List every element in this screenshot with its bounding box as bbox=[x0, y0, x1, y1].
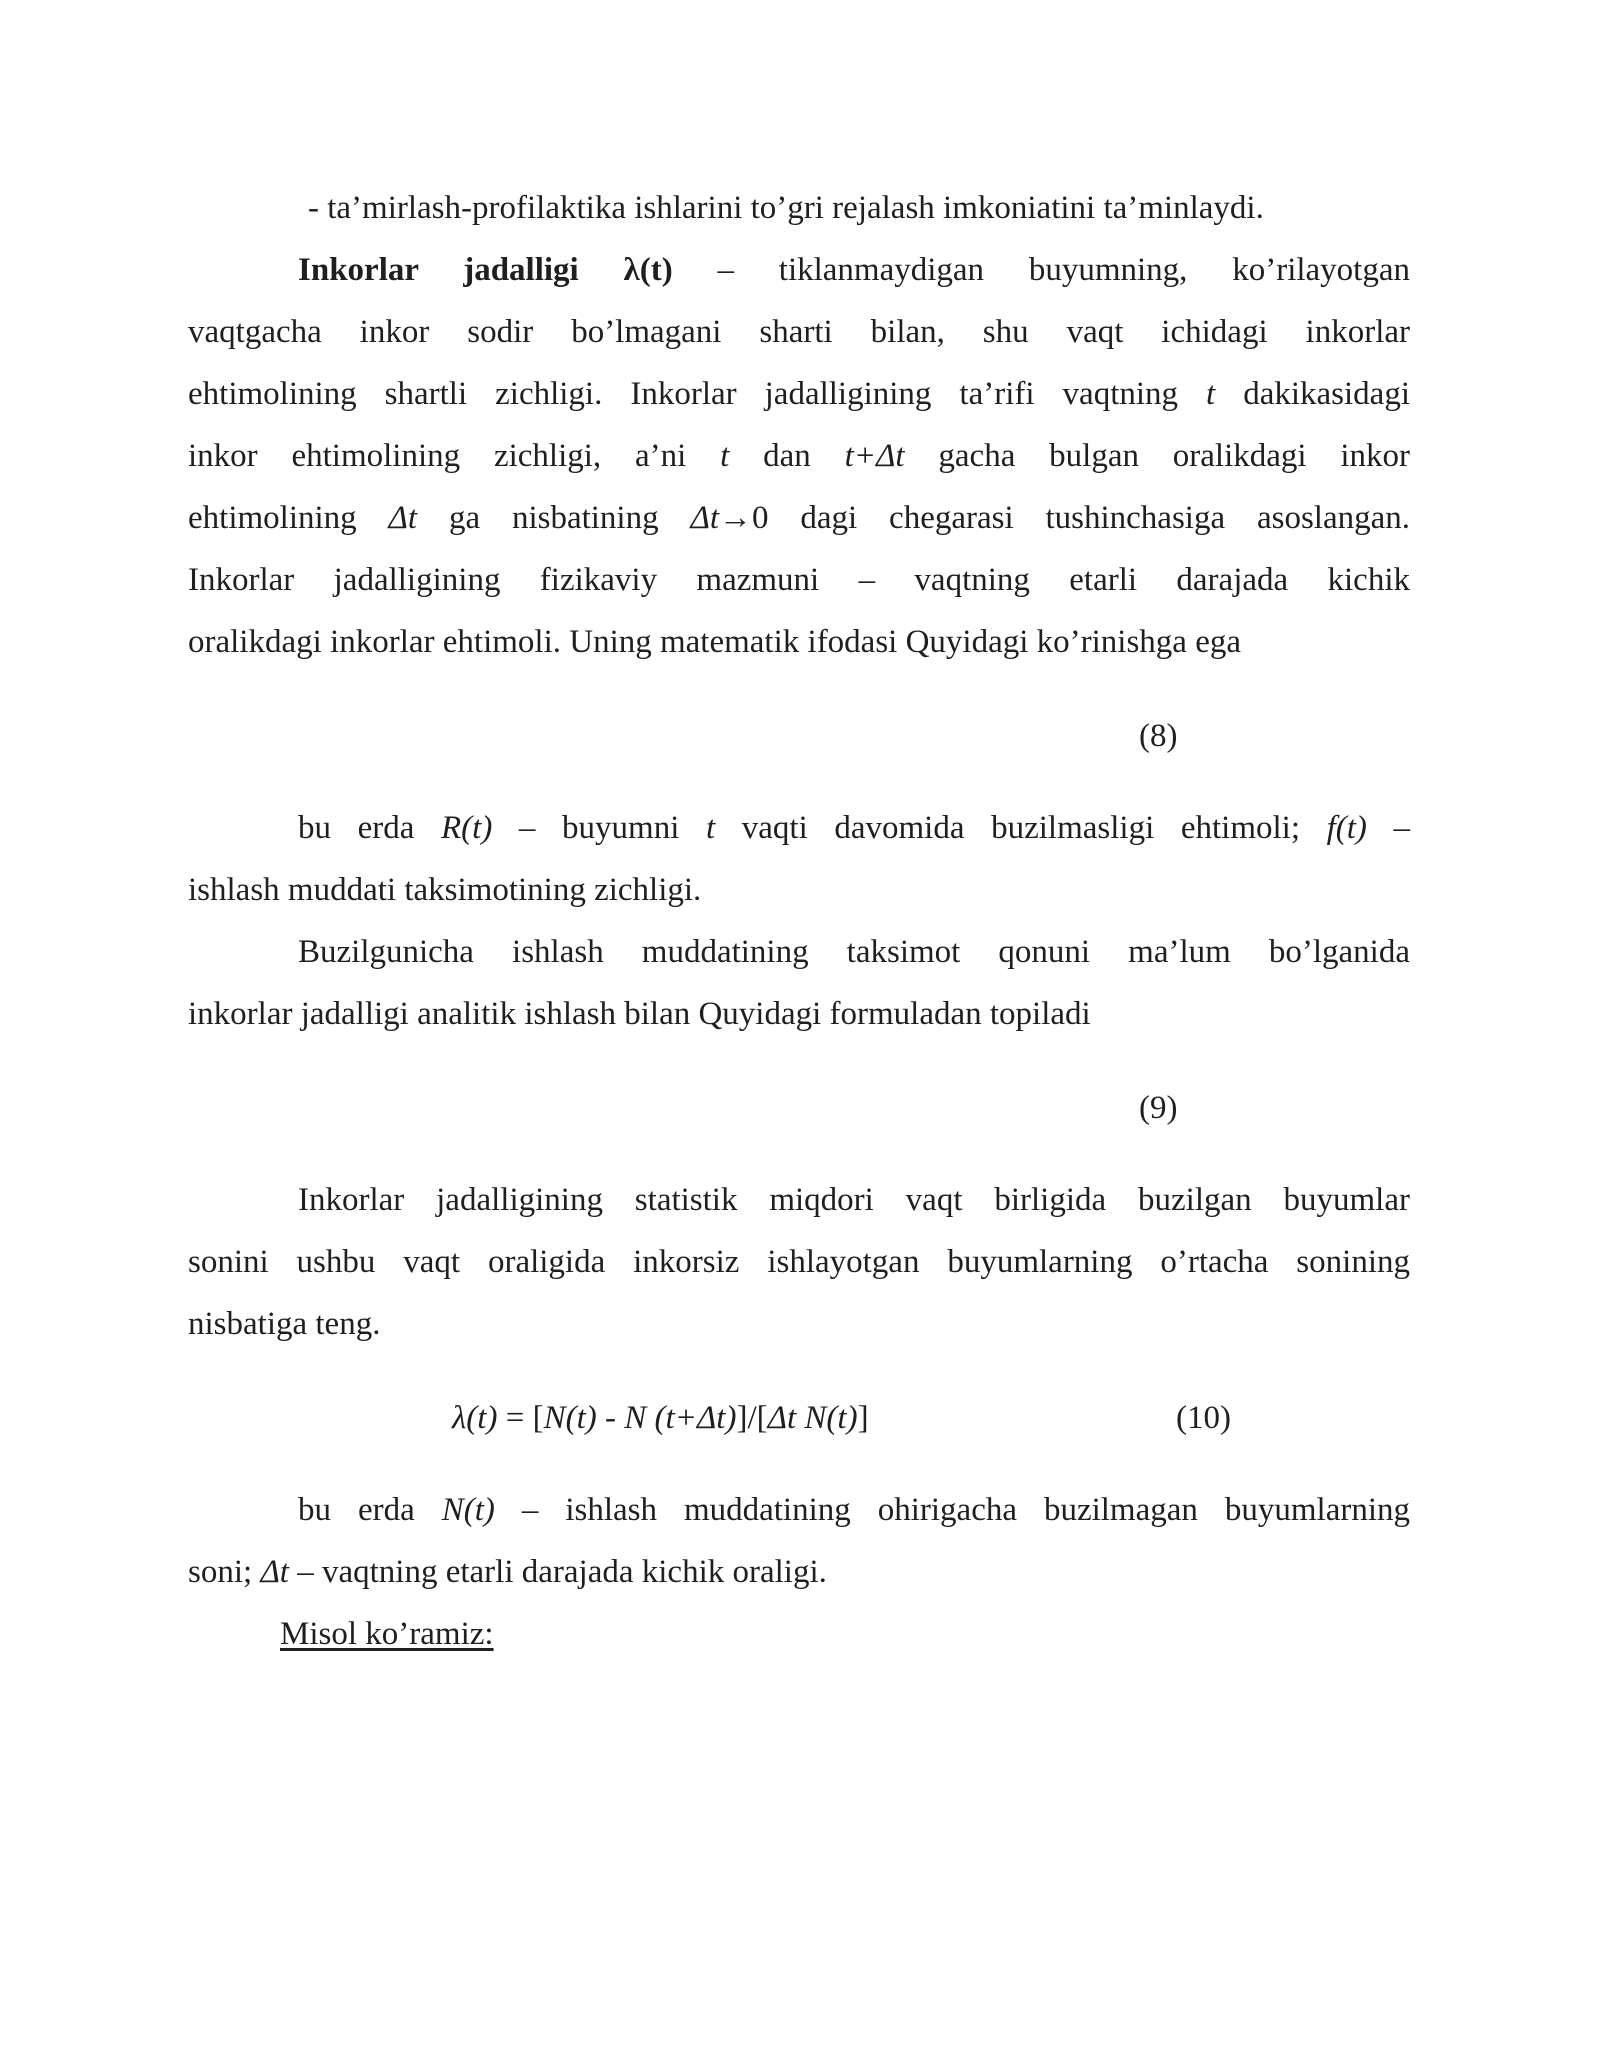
where-line-2: ishlash muddati taksimotining zichligi. bbox=[188, 872, 702, 908]
equation-9-number: (9) bbox=[1139, 1090, 1178, 1126]
para2-line-1: Buzilgunicha ishlash muddatining taksimot qonuni ma’lum bo’lganida bbox=[298, 934, 1410, 970]
para3-line-2: sonini ushbu vaqt oraligida inkorsiz ishlayotgan buyumlarning o’rtacha sonining bbox=[188, 1244, 1410, 1280]
intro-bullet: - ta’mirlash-profilaktika ishlarini to’gri rejalash imkoniatini ta’minlaydi. bbox=[308, 190, 1264, 226]
definition-line-1: Inkorlar jadalligi λ(t) – tiklanmaydigan buyumning, ko’rilayotgan bbox=[298, 252, 1410, 288]
equation-8-number: (8) bbox=[1139, 718, 1178, 754]
example-heading: Misol ko’ramiz: bbox=[280, 1616, 494, 1652]
definition-line-2: vaqtgacha inkor sodir bo’lmagani sharti bilan, shu vaqt ichidagi inkorlar bbox=[188, 314, 1410, 350]
definition-line-6: Inkorlar jadalligining fizikaviy mazmuni – vaqtning etarli darajada kichik bbox=[188, 562, 1410, 598]
definition-line-5: ehtimolining Δt ga nisbatining Δt→0 dagi chegarasi tushinchasiga asoslangan. bbox=[188, 500, 1411, 536]
definition-line-3: ehtimolining shartli zichligi. Inkorlar jadalligining ta’rifi vaqtning t dakikasidagi bbox=[188, 376, 1410, 412]
equation-10: λ(t) = [N(t) - N (t+Δt)]/[Δt N(t)] bbox=[452, 1400, 869, 1436]
definition-line-7: oralikdagi inkorlar ehtimoli. Uning matematik ifodasi Quyidagi ko’rinishga ega bbox=[188, 624, 1242, 660]
para3-line-3: nisbatiga teng. bbox=[188, 1306, 381, 1342]
definition-line-4: inkor ehtimolining zichligi, a’ni t dan t+Δt gacha bulgan oralikdagi inkor bbox=[188, 438, 1411, 474]
para3-line-1: Inkorlar jadalligining statistik miqdori vaqt birligida buzilgan buyumlar bbox=[298, 1182, 1410, 1218]
where-line-1: bu erda R(t) – buyumni t vaqti davomida buzilmasligi ehtimoli; f(t) – bbox=[298, 810, 1411, 846]
equation-10-number: (10) bbox=[1176, 1400, 1231, 1436]
where2-line-1: bu erda N(t) – ishlash muddatining ohirigacha buzilmagan buyumlarning bbox=[298, 1492, 1410, 1528]
definition-term: Inkorlar jadalligi λ(t) bbox=[298, 252, 673, 288]
para2-line-2: inkorlar jadalligi analitik ishlash bilan Quyidagi formuladan topiladi bbox=[188, 996, 1091, 1032]
where2-line-2: soni; Δt – vaqtning etarli darajada kichik oraligi. bbox=[188, 1554, 827, 1590]
